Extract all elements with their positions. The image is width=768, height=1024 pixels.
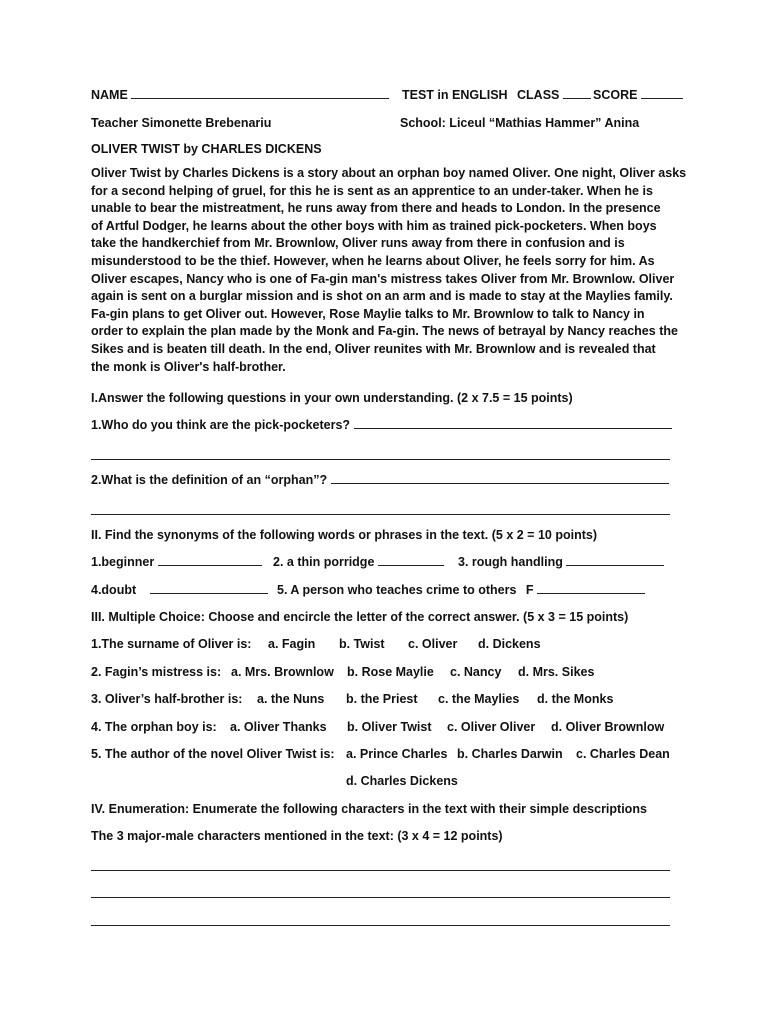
score-label: SCORE	[593, 88, 638, 102]
page-title: OLIVER TWIST by CHARLES DICKENS	[91, 142, 322, 156]
name-field[interactable]	[131, 87, 389, 99]
passage-line: misunderstood to be the thief. However, when he learns about Oliver, he feels sorry for him. As	[91, 253, 655, 268]
mc-option[interactable]: d. Mrs. Sikes	[518, 665, 595, 679]
question-1-text: 1.Who do you think are the pick-pocketers?	[91, 418, 351, 432]
enumeration-answer-line[interactable]	[91, 897, 670, 898]
passage-line: order to explain the plan made by the Monk and Fa-gin. The news of betrayal by Nancy reaches the	[91, 324, 678, 339]
teacher-name: Teacher Simonette Brebenariu	[91, 116, 272, 130]
synonym-1	[91, 554, 262, 570]
passage-line: Fa-gin plans to get Oliver out. However, Rose Maylie talks to Mr. Brownlow to talk to Nancy in	[91, 306, 645, 321]
passage-line: again is sent on a burglar mission and is shot on an arm and is made to stay at the Maylies family.	[91, 289, 673, 304]
name-label: NAME	[91, 88, 128, 102]
mc-option[interactable]: b. Twist	[339, 637, 385, 651]
synonym-4-field[interactable]	[150, 582, 268, 594]
synonym-1-field[interactable]	[158, 554, 262, 566]
mc-option[interactable]: d. Oliver Brownlow	[551, 720, 665, 734]
mc-option[interactable]: a. Oliver Thanks	[230, 720, 327, 734]
test-label: TEST in ENGLISH	[402, 88, 508, 102]
mc-option[interactable]: d. Dickens	[478, 637, 541, 651]
mc-option[interactable]: a. Prince Charles	[346, 747, 448, 761]
score-line	[593, 87, 683, 103]
synonym-5-letter: F	[525, 583, 534, 597]
mc-option[interactable]: c. Charles Dean	[576, 747, 670, 761]
answer-1-field[interactable]	[354, 417, 672, 429]
section4-subheading: The 3 major-male characters mentioned in the text: (3 x 4 = 12 points)	[91, 829, 503, 843]
mc-option[interactable]: d. the Monks	[537, 692, 614, 706]
score-field[interactable]	[641, 87, 683, 99]
synonym-5	[277, 582, 645, 598]
answer-2-field[interactable]	[331, 472, 669, 484]
synonym-2	[273, 554, 444, 570]
mc-question-2-text: 2. Fagin’s mistress is:	[91, 665, 222, 679]
mc-option[interactable]: a. Mrs. Brownlow	[231, 665, 334, 679]
question-2	[91, 472, 669, 488]
synonym-4-label: 4.doubt	[91, 583, 137, 597]
story-passage	[91, 165, 687, 376]
mc-option[interactable]: d. Charles Dickens	[346, 774, 458, 788]
passage-line: Oliver Twist by Charles Dickens is a story about an orphan boy named Oliver. One night, Oliver asks	[91, 166, 687, 180]
answer-1-line-2[interactable]	[91, 459, 670, 460]
mc-option[interactable]: a. Fagin	[268, 637, 316, 651]
class-field[interactable]	[563, 87, 591, 99]
synonym-1-label: 1.beginner	[91, 555, 155, 569]
passage-line: unable to bear the mistreatment, he runs away from there and heads to London. In the presence	[91, 201, 661, 216]
mc-question-1-text: 1.The surname of Oliver is:	[91, 637, 252, 651]
mc-option[interactable]: c. Nancy	[450, 665, 502, 679]
mc-question-4-text: 4. The orphan boy is:	[91, 720, 217, 734]
synonym-2-field[interactable]	[378, 554, 444, 566]
mc-option[interactable]: b. the Priest	[346, 692, 418, 706]
mc-option[interactable]: b. Rose Maylie	[347, 665, 434, 679]
name-line	[91, 87, 389, 103]
question-2-text: 2.What is the definition of an “orphan”?	[91, 473, 328, 487]
synonym-5-field[interactable]	[537, 582, 645, 594]
mc-option[interactable]: b. Charles Darwin	[457, 747, 563, 761]
mc-question-3-text: 3. Oliver’s half-brother is:	[91, 692, 243, 706]
class-line	[517, 87, 591, 103]
mc-option[interactable]: a. the Nuns	[257, 692, 325, 706]
synonym-4	[91, 582, 268, 598]
synonym-5-label: 5. A person who teaches crime to others	[277, 583, 517, 597]
question-1	[91, 417, 672, 433]
synonym-3-label: 3. rough handling	[458, 555, 563, 569]
mc-option[interactable]: c. Oliver Oliver	[447, 720, 536, 734]
synonym-3-field[interactable]	[566, 554, 664, 566]
enumeration-answer-line[interactable]	[91, 870, 670, 871]
mc-option[interactable]: c. Oliver	[408, 637, 458, 651]
answer-2-line-2[interactable]	[91, 514, 670, 515]
synonym-2-label: 2. a thin porridge	[273, 555, 375, 569]
section2-heading: II. Find the synonyms of the following words or phrases in the text. (5 x 2 = 10 points)	[91, 528, 597, 542]
passage-line: Sikes and is beaten till death. In the end, Oliver reunites with Mr. Brownlow and is revealed that	[91, 341, 656, 356]
synonym-3	[458, 554, 664, 570]
passage-line: for a second helping of gruel, for this he is sent as an apprentice to an under-taker. When he is	[91, 183, 653, 198]
passage-line: take the handkerchief from Mr. Brownlow, Oliver runs away from there in confusion and is	[91, 236, 625, 251]
school-name: School: Liceul “Mathias Hammer” Anina	[400, 116, 640, 130]
section1-heading: I.Answer the following questions in your own understanding. (2 x 7.5 = 15 points)	[91, 391, 573, 405]
passage-line: of Artful Dodger, he learns about the other boys with him as trained pick-pocketers. When boys	[91, 218, 657, 233]
mc-question-5-text: 5. The author of the novel Oliver Twist is:	[91, 747, 335, 761]
passage-line: the monk is Oliver's half-brother.	[91, 359, 286, 374]
mc-option[interactable]: c. the Maylies	[438, 692, 520, 706]
passage-line: Oliver escapes, Nancy who is one of Fa-gin man's mistress takes Oliver from Mr. Brownlow. Oliver	[91, 271, 675, 286]
class-label: CLASS	[517, 88, 560, 102]
section3-heading: III. Multiple Choice: Choose and encircle the letter of the correct answer. (5 x 3 = 15 points)	[91, 610, 629, 624]
enumeration-answer-line[interactable]	[91, 925, 670, 926]
mc-option[interactable]: b. Oliver Twist	[347, 720, 432, 734]
section4-heading: IV. Enumeration: Enumerate the following characters in the text with their simple descriptions	[91, 802, 647, 816]
